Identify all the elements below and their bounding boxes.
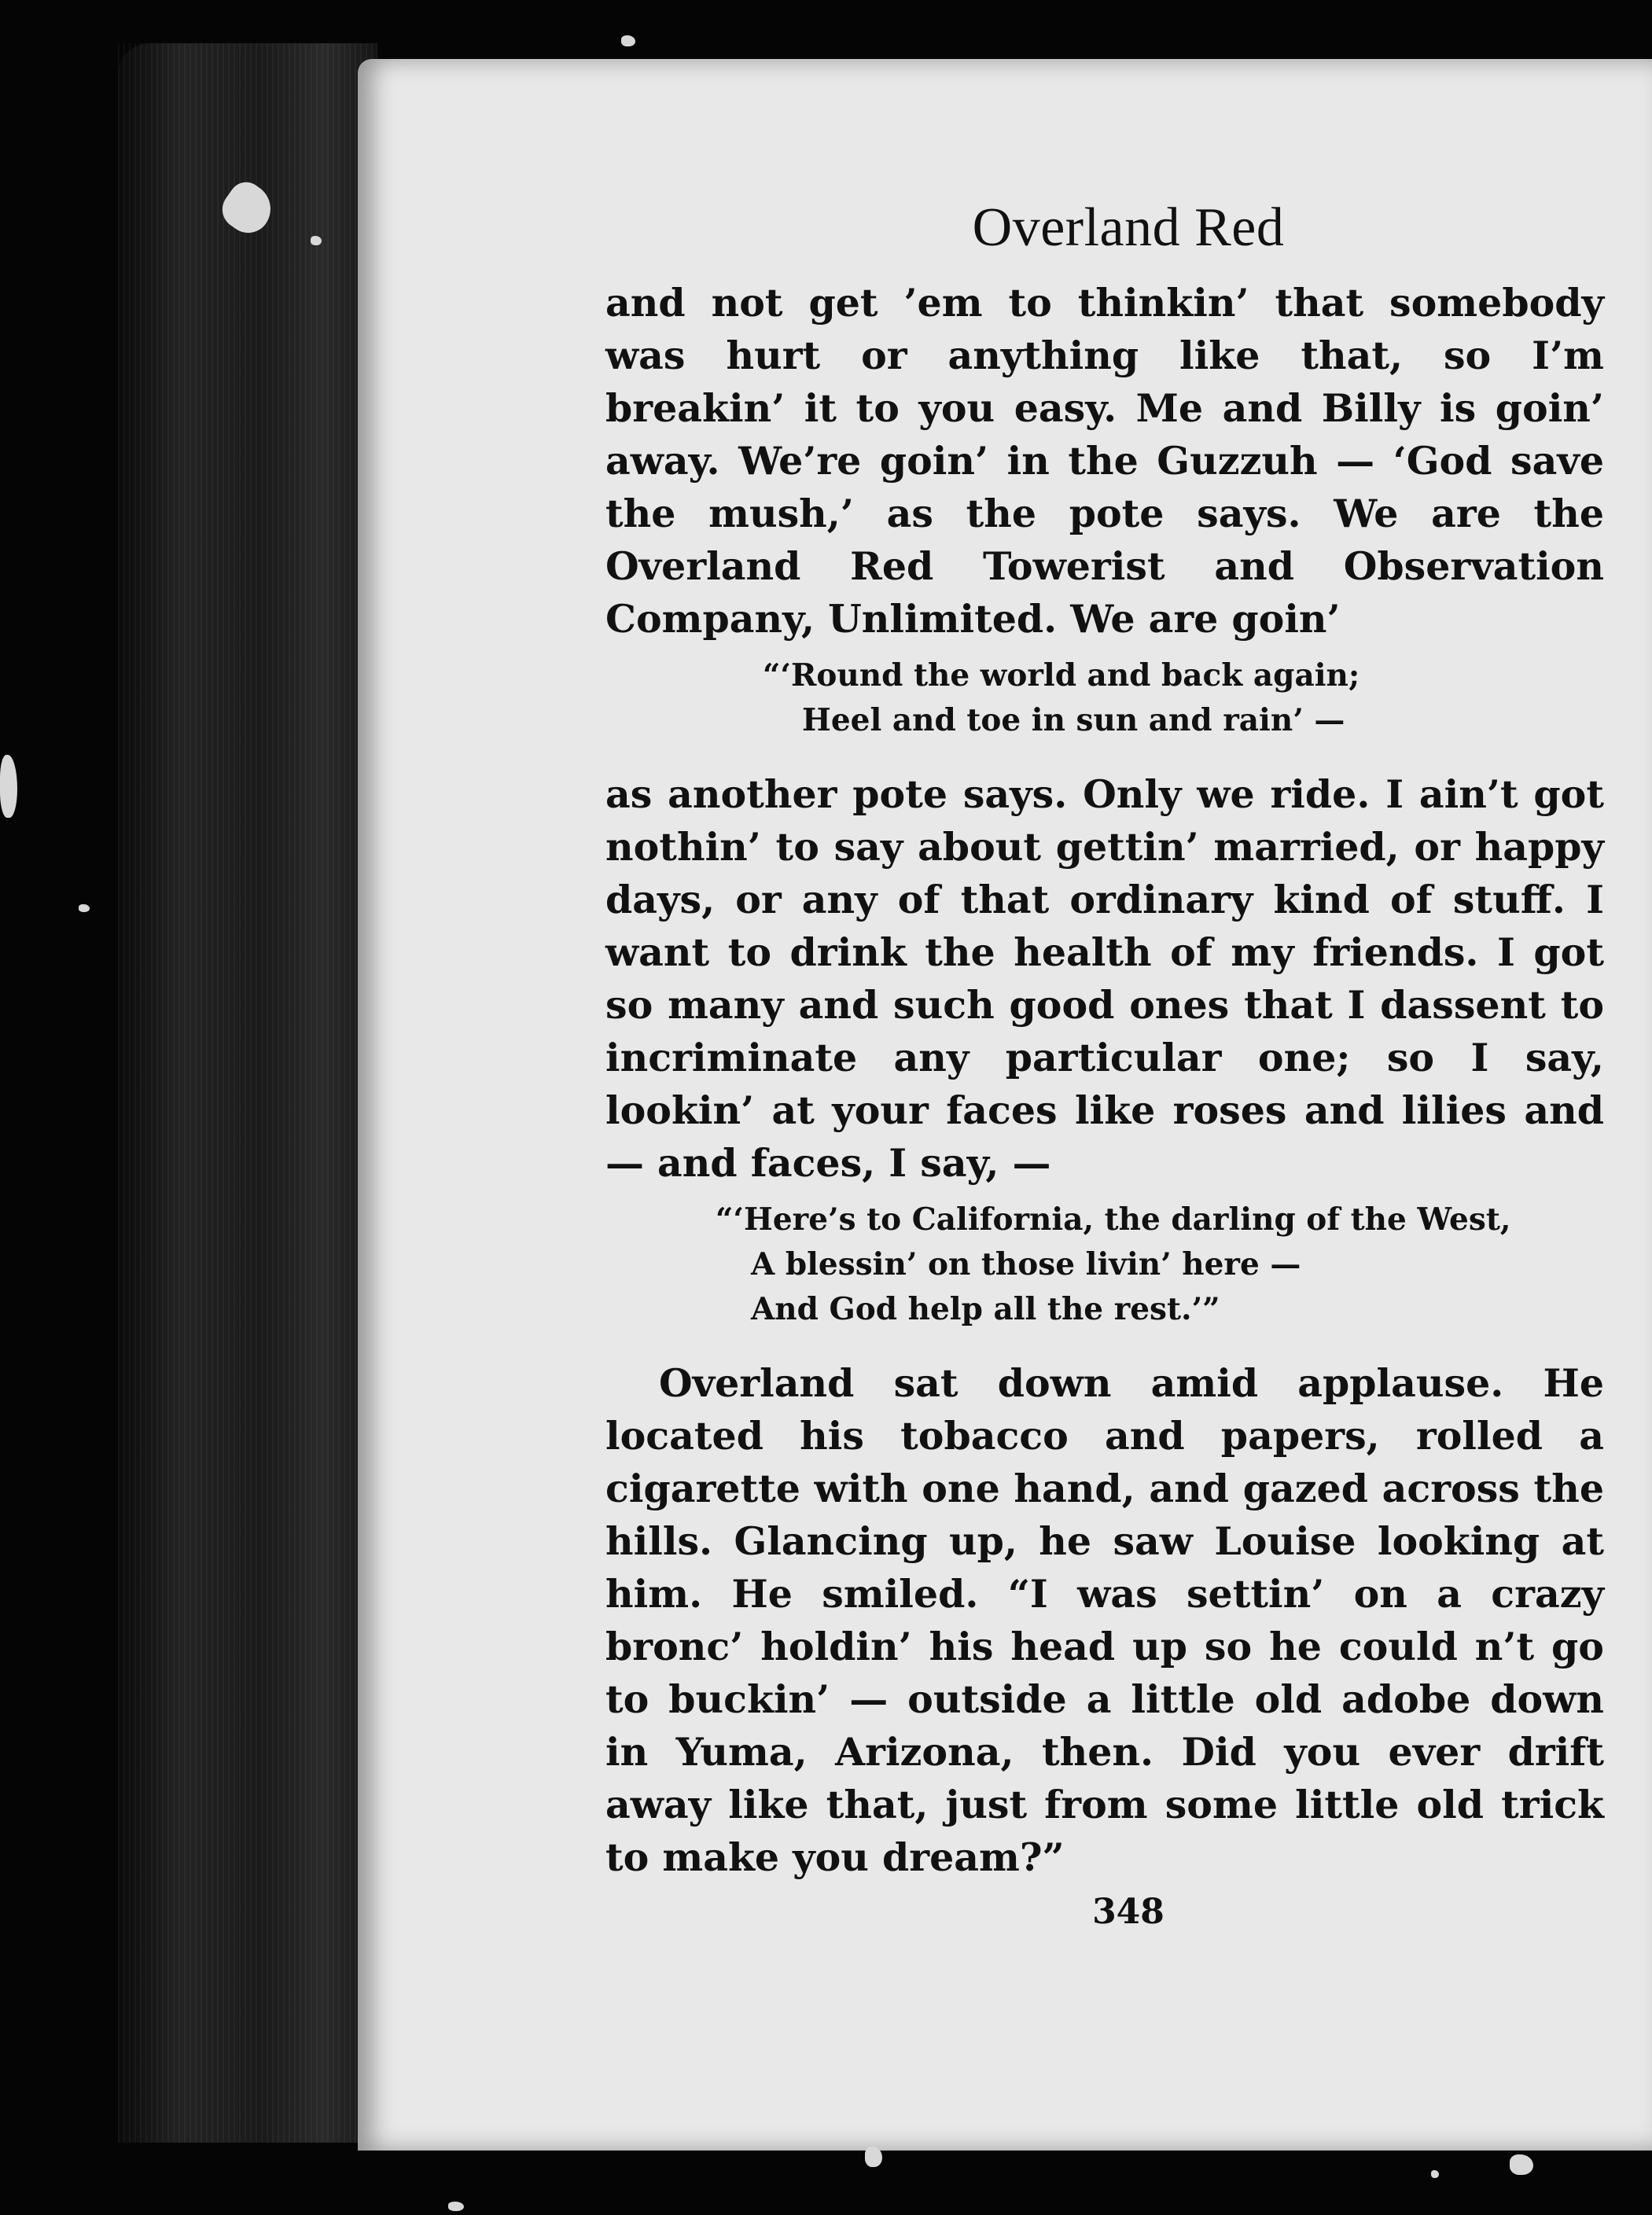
paragraph: Overland sat down amid applause. He located his tobacco and papers, rolled a cigarette with one hand, and gazed across the hills. Glancing up, he saw Louise looking at him. He smiled. “I was settin’ on a crazy bronc’ holdin’ his head up so he could n’t go to buckin’ — outside a little old adobe down in Yuma, Arizona, then. Did you ever drift away like that, just from some little old trick to make you dream?”	[605, 1360, 1604, 1880]
paragraph: as another pote says. Only we ride. I ain’t got nothin’ to say about gettin’ married, or happy days, or any of that ordinary kind of stuff. I want to drink the health of my friends. I got so many and such good ones that I dassent to incriminate any particular one; so I say, lookin’ at your faces like roses and lilies and — and faces, I say, —	[605, 771, 1604, 1186]
book-page-edges	[118, 43, 377, 2143]
scan-speck	[311, 236, 322, 245]
scan-speck	[1510, 2154, 1533, 2175]
scan-speck	[448, 2202, 464, 2211]
scan-speck	[1431, 2170, 1439, 2178]
scan-speck	[0, 755, 17, 818]
verse-block	[605, 653, 1604, 743]
verse-line: “‘Here’s to California, the darling of the West,	[716, 1201, 1511, 1238]
running-head: Overland Red	[972, 197, 1285, 258]
scan-speck	[865, 2147, 882, 2167]
paragraph: and not get ’em to thinkin’ that somebody was hurt or anything like that, so I’m breakin’ it to you easy. Me and Billy is goin’ away. We’re goin’ in the Guzzuh — ‘God save the mush,’ as the pote says. We are the Overland Red Towerist and Observation Company, Unlimited. We are goin’	[605, 280, 1604, 642]
verse-line: And God help all the rest.’”	[751, 1291, 1220, 1327]
scan-speck	[621, 35, 635, 46]
verse-line: Heel and toe in sun and rain’ —	[802, 702, 1345, 738]
page-number: 348	[1092, 1892, 1164, 1932]
scan-speck	[79, 904, 90, 912]
page-text-block	[605, 197, 1604, 1932]
verse-line: A blessin’ on those livin’ here —	[751, 1246, 1301, 1282]
verse-block	[605, 1198, 1604, 1332]
verse-line: “‘Round the world and back again;	[763, 657, 1360, 694]
